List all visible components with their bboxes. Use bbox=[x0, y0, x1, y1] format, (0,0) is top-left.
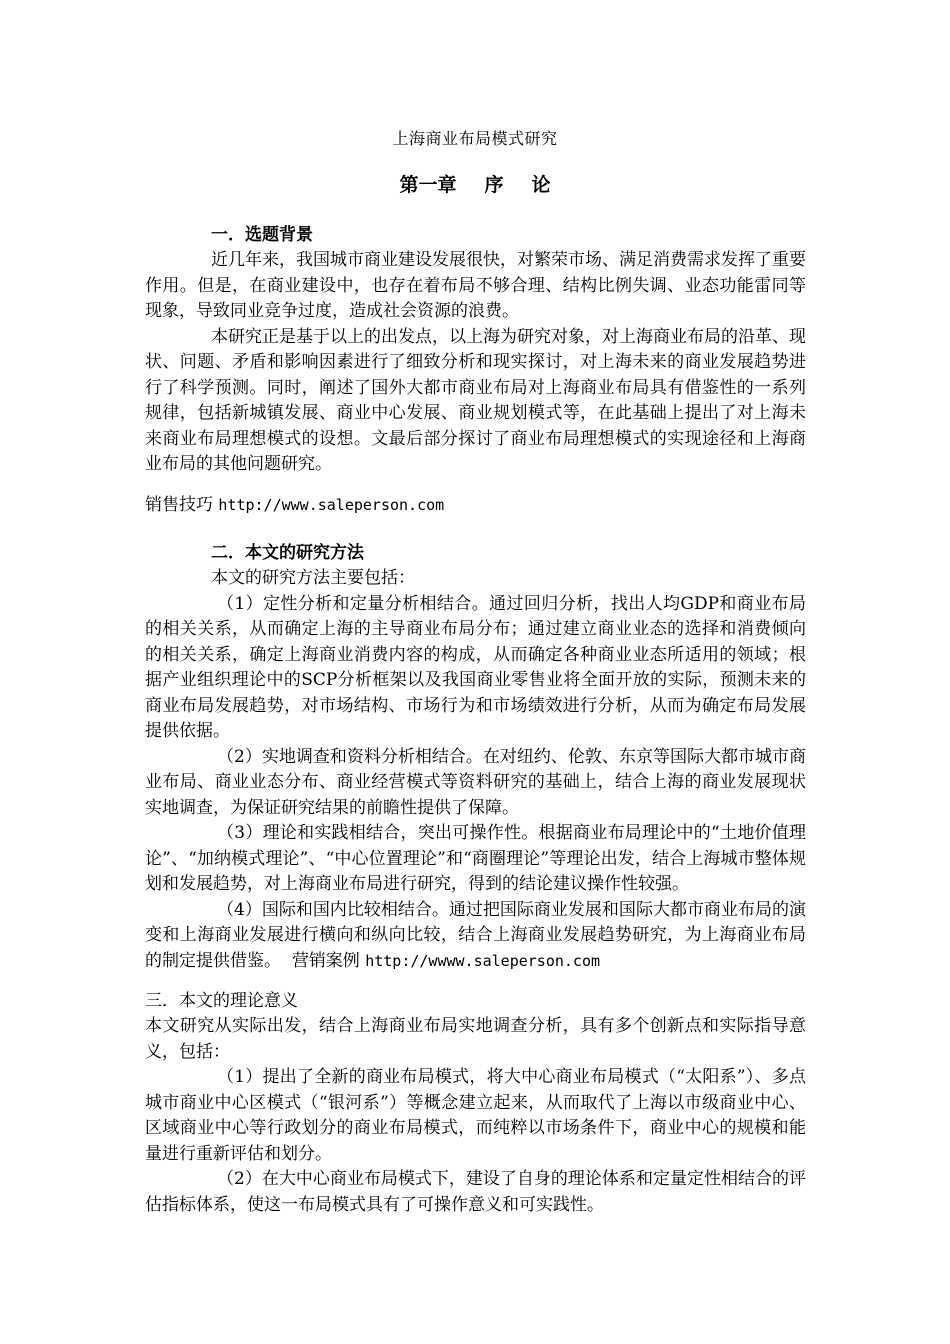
promo-link[interactable]: http://wwww.saleperson.com bbox=[365, 951, 601, 970]
method-item: （2）实地调查和资料分析相结合。在对纽约、伦敦、东京等国际大都市城市商业布局、商业业态分布、商业经营模式等资料研究的基础上，结合上海的商业发展现状实地调查，为保证研究结果的前瞻性提供了保障。 bbox=[145, 746, 806, 818]
promo-line bbox=[145, 492, 806, 518]
method-item: （1）定性分析和定量分析相结合。通过回归分析，找出人均GDP和商业布局的相关关系，从而确定上海的主导商业布局分布；通过建立商业业态的选择和消费倾向的相关关系，确定上海商业消费内容的构成，从而确定各种商业业态所适用的领域；根据产业组织理论中的SCP分析框架以及我国商业零售业将全面开放的实际，预测未来的商业布局发展趋势，对市场结构、市场行为和市场绩效进行分析，从而为确定布局发展提供依据。 bbox=[145, 593, 806, 741]
section-methods bbox=[145, 540, 806, 974]
section-heading: 二．本文的研究方法 bbox=[211, 543, 364, 563]
section-background bbox=[145, 222, 806, 478]
promo-link[interactable]: http://www.saleperson.com bbox=[218, 496, 445, 514]
document-title: 上海商业布局模式研究 bbox=[392, 129, 558, 148]
chapter-title-part1: 序 bbox=[484, 174, 504, 196]
chapter-number: 第一章 bbox=[399, 174, 457, 196]
significance-item: （2）在大中心商业布局模式下，建设了自身的理论体系和定量定性相结合的评估指标体系，使这一布局模式具有了可操作意义和可实践性。 bbox=[145, 1169, 806, 1215]
paragraph: 本文的研究方法主要包括： bbox=[211, 568, 415, 588]
method-item: （3）理论和实践相结合，突出可操作性。根据商业布局理论中的“土地价值理论”、“加纳模式理论”、“中心位置理论”和“商圈理论”等理论出发，结合上海城市整体规划和发展趋势，对上海商业布局进行研究，得到的结论建议操作性较强。 bbox=[145, 823, 806, 894]
paragraph: 近几年来，我国城市商业建设发展很快，对繁荣市场、满足消费需求发挥了重要作用。但是，在商业建设中，也存在着布局不够合理、结构比例失调、业态功能雷同等现象，导致同业竞争过度，造成社会资源的浪费。 bbox=[145, 250, 806, 321]
section-heading: 三．本文的理论意义 bbox=[145, 991, 298, 1011]
paragraph: 本研究正是基于以上的出发点，以上海为研究对象，对上海商业布局的沿革、现状、问题、矛盾和影响因素进行了细致分析和现实探讨，对上海未来的商业发展趋势进行了科学预测。同时，阐述了国外大都市商业布局对上海商业布局具有借鉴性的一系列规律，包括新城镇发展、商业中心发展、商业规划模式等，在此基础上提出了对上海未来商业布局理想模式的设想。文最后部分探讨了商业布局理想模式的实现途径和上海商业布局的其他问题研究。 bbox=[145, 326, 806, 474]
promo-label: 销售技巧 bbox=[145, 495, 213, 515]
section-significance bbox=[145, 988, 806, 1218]
significance-item: （1）提出了全新的商业布局模式，将大中心商业布局模式（“太阳系”）、多点城市商业中心区模式（“银河系”）等概念建立起来，从而取代了上海以市级商业中心、区域商业中心等行政划分的商业布局模式，而纯粹以市场条件下，商业中心的规模和能量进行重新评估和划分。 bbox=[145, 1067, 806, 1164]
method-item bbox=[145, 898, 806, 975]
method-item-text: （4）国际和国内比较相结合。通过把国际商业发展和国际大都市商业布局的演变和上海商业发展进行横向和纵向比较，结合上海商业发展趋势研究，为上海商业布局的制定提供借鉴。 bbox=[145, 899, 806, 971]
promo-label: 营销案例 bbox=[291, 950, 360, 971]
section-heading: 一．选题背景 bbox=[211, 225, 313, 245]
chapter-title-part2: 论 bbox=[531, 174, 551, 196]
paragraph: 本文研究从实际出发，结合上海商业布局实地调查分析，具有多个创新点和实际指导意义，包括： bbox=[145, 1016, 806, 1062]
chapter-heading bbox=[0, 172, 950, 198]
